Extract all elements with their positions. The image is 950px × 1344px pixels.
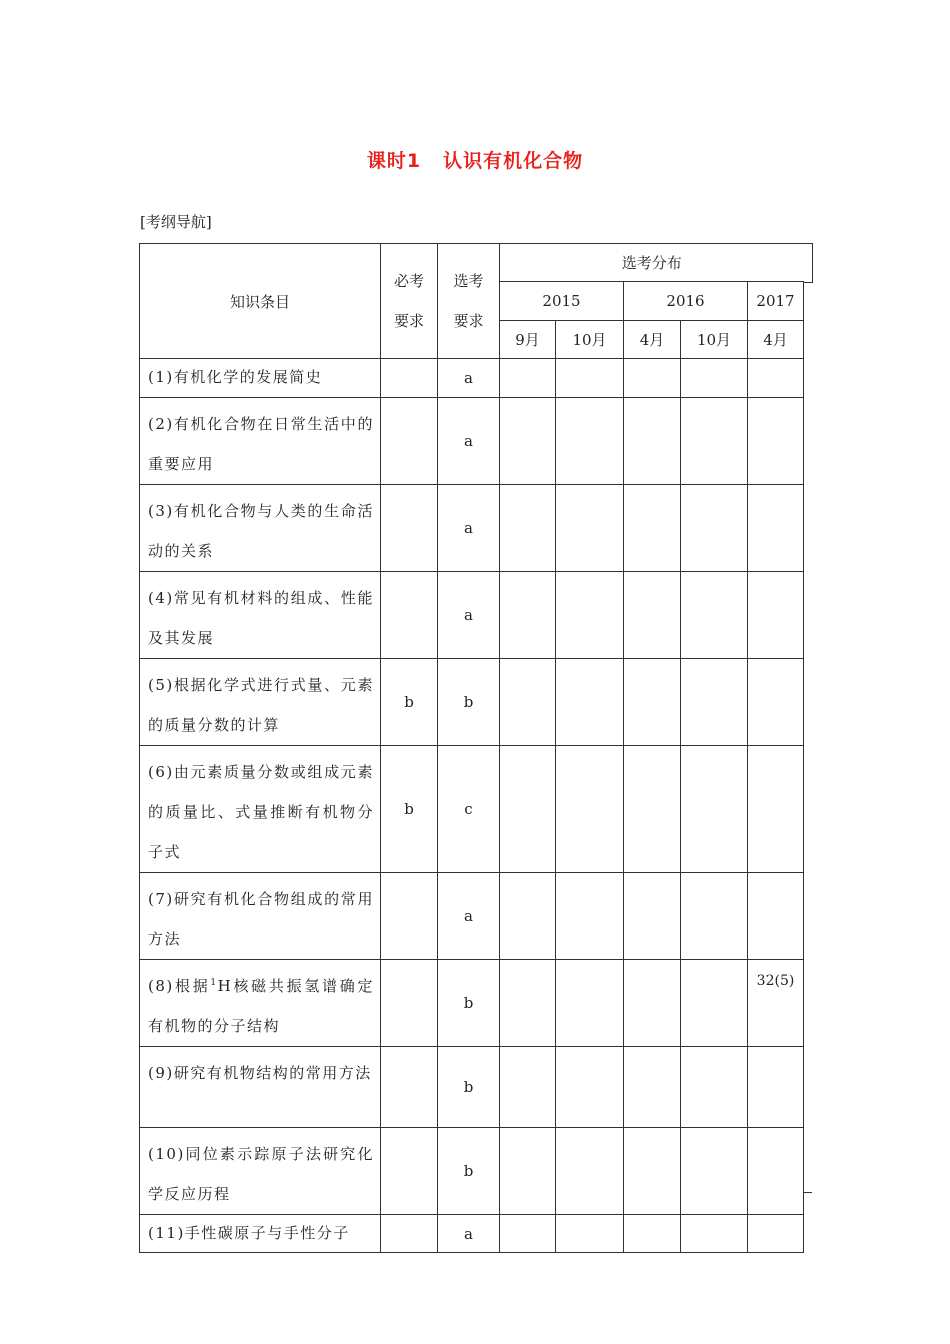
elective-level: b — [438, 960, 500, 1047]
required-level: b — [381, 659, 438, 746]
dist-cell — [681, 873, 748, 960]
dist-cell — [556, 359, 624, 398]
dist-cell — [500, 485, 556, 572]
required-level — [381, 1215, 438, 1253]
elective-level: a — [438, 359, 500, 398]
dist-cell-2017-apr: 32(5) — [748, 960, 804, 1047]
dist-cell — [681, 659, 748, 746]
table-row — [140, 873, 804, 960]
dist-cell — [748, 572, 804, 659]
dist-cell — [500, 1215, 556, 1253]
dist-cell — [624, 873, 681, 960]
dist-cell — [624, 572, 681, 659]
header-month: 4月 — [748, 321, 804, 359]
dist-cell — [500, 873, 556, 960]
dist-cell — [681, 960, 748, 1047]
header-month: 10月 — [681, 321, 748, 359]
required-level — [381, 1047, 438, 1128]
table-row — [140, 359, 804, 398]
header-year-2016: 2016 — [624, 282, 748, 321]
dist-cell — [624, 746, 681, 873]
dist-cell — [556, 746, 624, 873]
required-level — [381, 873, 438, 960]
knowledge-item: (9)研究有机物结构的常用方法 — [140, 1047, 381, 1128]
dist-cell — [748, 485, 804, 572]
header-month: 10月 — [556, 321, 624, 359]
header-required: 必考 要求 — [381, 244, 438, 359]
knowledge-item: (2)有机化合物在日常生活中的重要应用 — [140, 398, 381, 485]
knowledge-item: (10)同位素示踪原子法研究化学反应历程 — [140, 1128, 381, 1215]
knowledge-item: (7)研究有机化合物组成的常用方法 — [140, 873, 381, 960]
dist-cell — [500, 1128, 556, 1215]
dist-cell — [556, 1047, 624, 1128]
dist-cell — [748, 659, 804, 746]
header-knowledge: 知识条目 — [140, 244, 381, 359]
knowledge-item: (5)根据化学式进行式量、元素的质量分数的计算 — [140, 659, 381, 746]
dist-cell — [748, 1047, 804, 1128]
dist-cell — [556, 873, 624, 960]
elective-level: a — [438, 1215, 500, 1253]
table-row — [140, 572, 804, 659]
dist-cell — [681, 572, 748, 659]
dist-cell — [681, 1047, 748, 1128]
dist-cell — [500, 1047, 556, 1128]
dist-cell — [624, 1128, 681, 1215]
dist-cell — [748, 873, 804, 960]
dist-cell — [681, 746, 748, 873]
dist-cell — [748, 398, 804, 485]
elective-level: b — [438, 1128, 500, 1215]
dist-cell — [556, 1215, 624, 1253]
elective-level: c — [438, 746, 500, 873]
title-topic: 认识有机化合物 — [443, 150, 584, 172]
required-level — [381, 359, 438, 398]
required-level — [381, 572, 438, 659]
table-row — [140, 1128, 804, 1215]
dist-cell — [681, 1128, 748, 1215]
table-row — [140, 398, 804, 485]
dist-cell — [748, 359, 804, 398]
required-level — [381, 960, 438, 1047]
header-month: 9月 — [500, 321, 556, 359]
dist-cell — [556, 398, 624, 485]
dist-cell — [624, 1047, 681, 1128]
header-distribution: 选考分布 — [500, 244, 804, 282]
dist-cell — [500, 960, 556, 1047]
table-row — [140, 485, 804, 572]
dist-cell — [624, 359, 681, 398]
knowledge-item: (8)根据$^1$H核磁共振氢谱确定有机物的分子结构 — [140, 960, 381, 1047]
header-year-2017: 2017 — [748, 282, 804, 321]
table-row — [140, 960, 804, 1047]
table-row — [140, 1215, 804, 1253]
section-label: [考纲导航] — [140, 213, 212, 231]
dist-cell — [748, 746, 804, 873]
dist-cell — [748, 1215, 804, 1253]
table-row — [140, 746, 804, 873]
knowledge-item: (3)有机化合物与人类的生命活动的关系 — [140, 485, 381, 572]
dist-cell — [556, 485, 624, 572]
elective-level: a — [438, 398, 500, 485]
title-lesson: 课时1 — [366, 150, 422, 172]
knowledge-item: (6)由元素质量分数或组成元素的质量比、式量推断有机物分子式 — [140, 746, 381, 873]
elective-level: b — [438, 1047, 500, 1128]
knowledge-item: (11)手性碳原子与手性分子 — [140, 1215, 381, 1253]
dist-cell — [624, 485, 681, 572]
dist-cell — [624, 960, 681, 1047]
required-level — [381, 485, 438, 572]
elective-level: a — [438, 873, 500, 960]
header-year-2015: 2015 — [500, 282, 624, 321]
dist-cell — [556, 572, 624, 659]
dist-cell — [624, 398, 681, 485]
header-extension — [803, 243, 813, 283]
knowledge-item: (1)有机化学的发展简史 — [140, 359, 381, 398]
elective-level: a — [438, 572, 500, 659]
knowledge-item: (4)常见有机材料的组成、性能及其发展 — [140, 572, 381, 659]
dist-cell — [500, 359, 556, 398]
syllabus-table — [139, 243, 804, 1253]
dist-cell — [681, 1215, 748, 1253]
page-title — [0, 146, 950, 173]
dist-cell — [748, 1128, 804, 1215]
required-level: b — [381, 746, 438, 873]
dist-cell — [681, 359, 748, 398]
dist-cell — [624, 1215, 681, 1253]
dist-cell — [500, 398, 556, 485]
dist-cell — [556, 1128, 624, 1215]
table-row — [140, 1047, 804, 1128]
dist-cell — [556, 960, 624, 1047]
dist-cell — [681, 485, 748, 572]
table-row — [140, 659, 804, 746]
dist-cell — [556, 659, 624, 746]
header-month: 4月 — [624, 321, 681, 359]
elective-level: a — [438, 485, 500, 572]
required-level — [381, 398, 438, 485]
dist-cell — [681, 398, 748, 485]
dist-cell — [500, 572, 556, 659]
dist-cell — [500, 659, 556, 746]
header-elective: 选考 要求 — [438, 244, 500, 359]
table-bottom-extension — [803, 1192, 812, 1193]
elective-level: b — [438, 659, 500, 746]
required-level — [381, 1128, 438, 1215]
dist-cell — [624, 659, 681, 746]
dist-cell — [500, 746, 556, 873]
